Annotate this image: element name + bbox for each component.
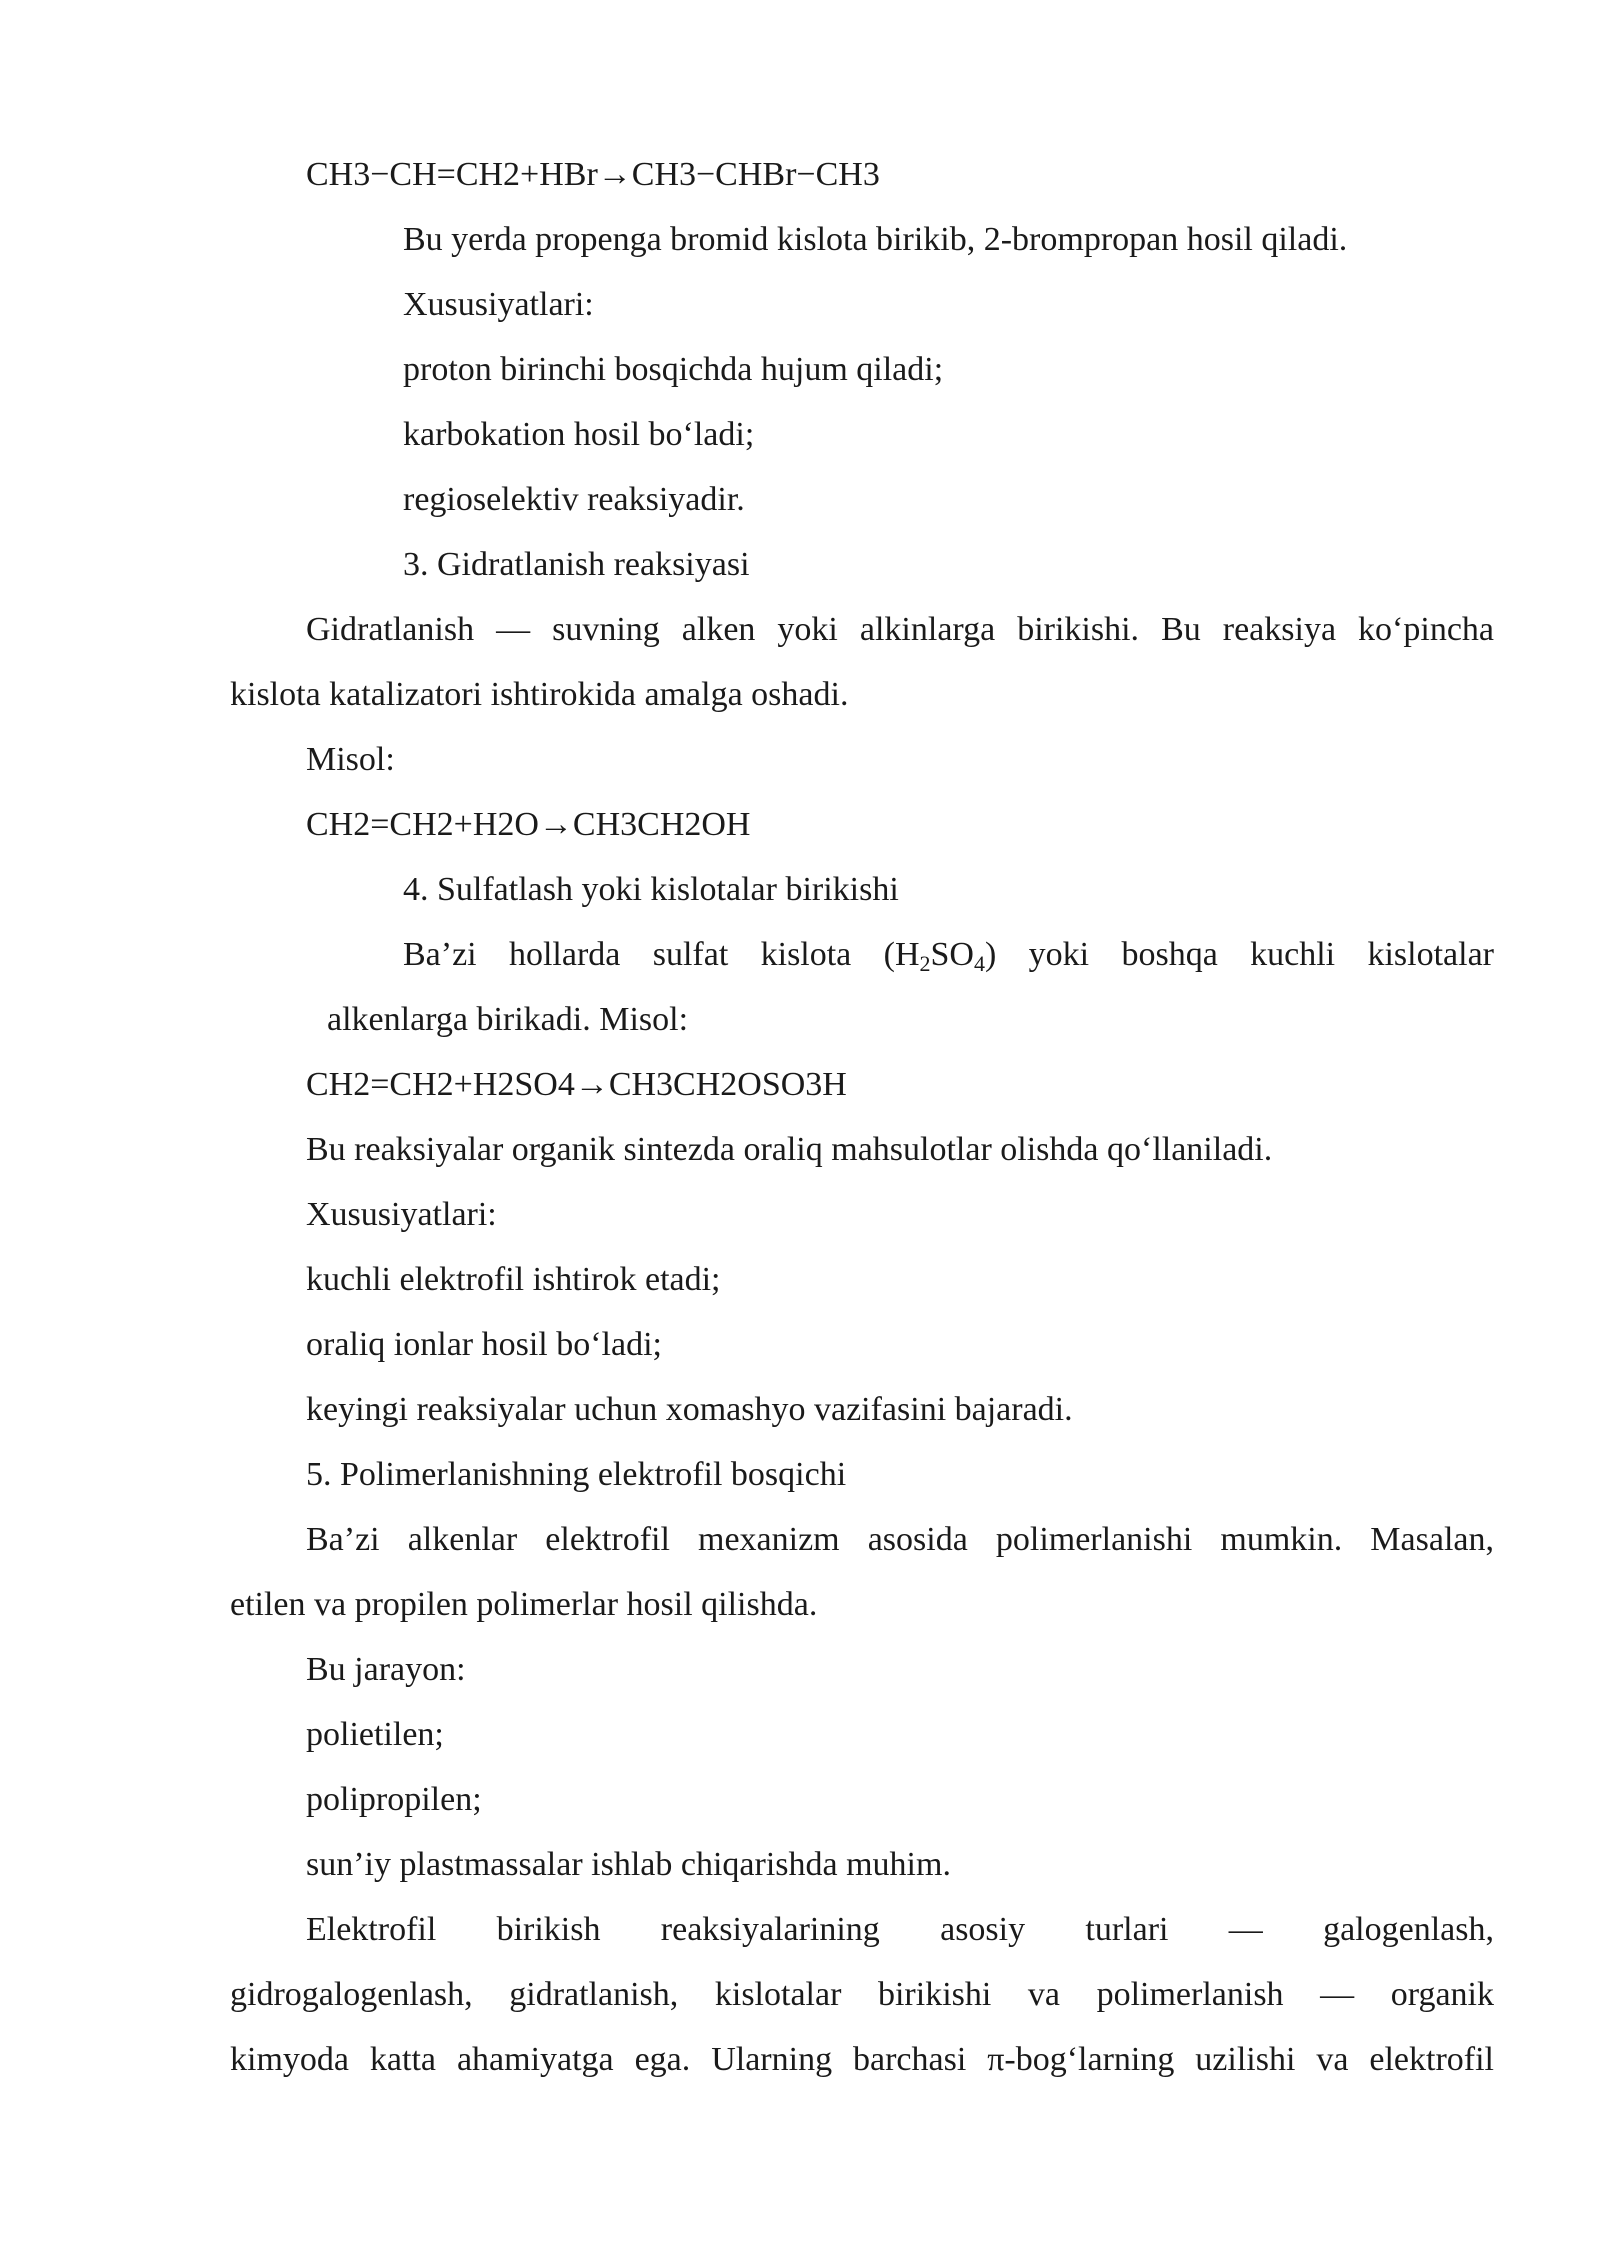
paragraph-line: alkenlarga birikadi. Misol: [327,1001,689,1038]
paragraph-line: Bu yerda propenga bromid kislota birikib, 2-brompropan hosil qiladi. [403,221,1348,258]
list-item: oraliq ionlar hosil bo‘ladi; [306,1326,662,1363]
text-segment: ) yoki boshqa kuchli kislotalar [984,936,1494,973]
section-heading-hydration: 3. Gidratlanish reaksiyasi [403,546,750,583]
list-item: karbokation hosil bo‘ladi; [403,416,755,453]
list-item: keyingi reaksiyalar uchun xomashyo vazifasini bajaradi. [306,1391,1073,1428]
equation-propene-hbr: CH3−CH=CH2+HBr→CH3−CHBr−CH3 [306,156,880,193]
list-item: kuchli elektrofil ishtirok etadi; [306,1261,721,1298]
list-item: proton birinchi bosqichda hujum qiladi; [403,351,944,388]
paragraph-line: Bu reaksiyalar organik sintezda oraliq mahsulotlar olishda qo‘llaniladi. [306,1131,1273,1168]
paragraph-line: etilen va propilen polimerlar hosil qilishda. [230,1586,818,1623]
subheading-properties: Xususiyatlari: [403,286,594,323]
paragraph-line: Elektrofil birikish reaksiyalarining asosiy turlari — galogenlash, [306,1911,1494,1948]
subheading-properties: Xususiyatlari: [306,1196,497,1233]
paragraph-line: kimyoda katta ahamiyatga ega. Ularning barchasi π-bog‘larning uzilishi va elektrofil [230,2041,1494,2078]
list-item: regioselektiv reaksiyadir. [403,481,745,518]
paragraph-line: kislota katalizatori ishtirokida amalga oshadi. [230,676,849,713]
text-segment: Ba’zi hollarda sulfat kislota (H [403,936,920,973]
paragraph-line: Ba’zi alkenlar elektrofil mexanizm asosida polimerlanishi mumkin. Masalan, [306,1521,1494,1558]
example-label: Misol: [306,741,395,778]
paragraph-line-sulfuric-acid [403,935,1494,975]
equation-sulfation: CH2=CH2+H2SO4→CH3CH2OSO3H [306,1066,847,1103]
section-heading-polymerization: 5. Polimerlanishning elektrofil bosqichi [306,1456,847,1493]
equation-hydration: CH2=CH2+H2O→CH3CH2OH [306,806,751,843]
list-item: polietilen; [306,1716,444,1753]
paragraph-line: gidrogalogenlash, gidratlanish, kislotalar birikishi va polimerlanish — organik [230,1976,1494,2013]
text-segment: SO [930,936,974,973]
subscript: 4 [973,951,985,976]
subscript: 2 [919,951,931,976]
list-item: polipropilen; [306,1781,482,1818]
subheading-process: Bu jarayon: [306,1651,466,1688]
section-heading-sulfation: 4. Sulfatlash yoki kislotalar birikishi [403,871,899,908]
paragraph-line: Gidratlanish — suvning alken yoki alkinlarga birikishi. Bu reaksiya ko‘pincha [306,611,1494,648]
list-item: sun’iy plastmassalar ishlab chiqarishda muhim. [306,1846,951,1883]
